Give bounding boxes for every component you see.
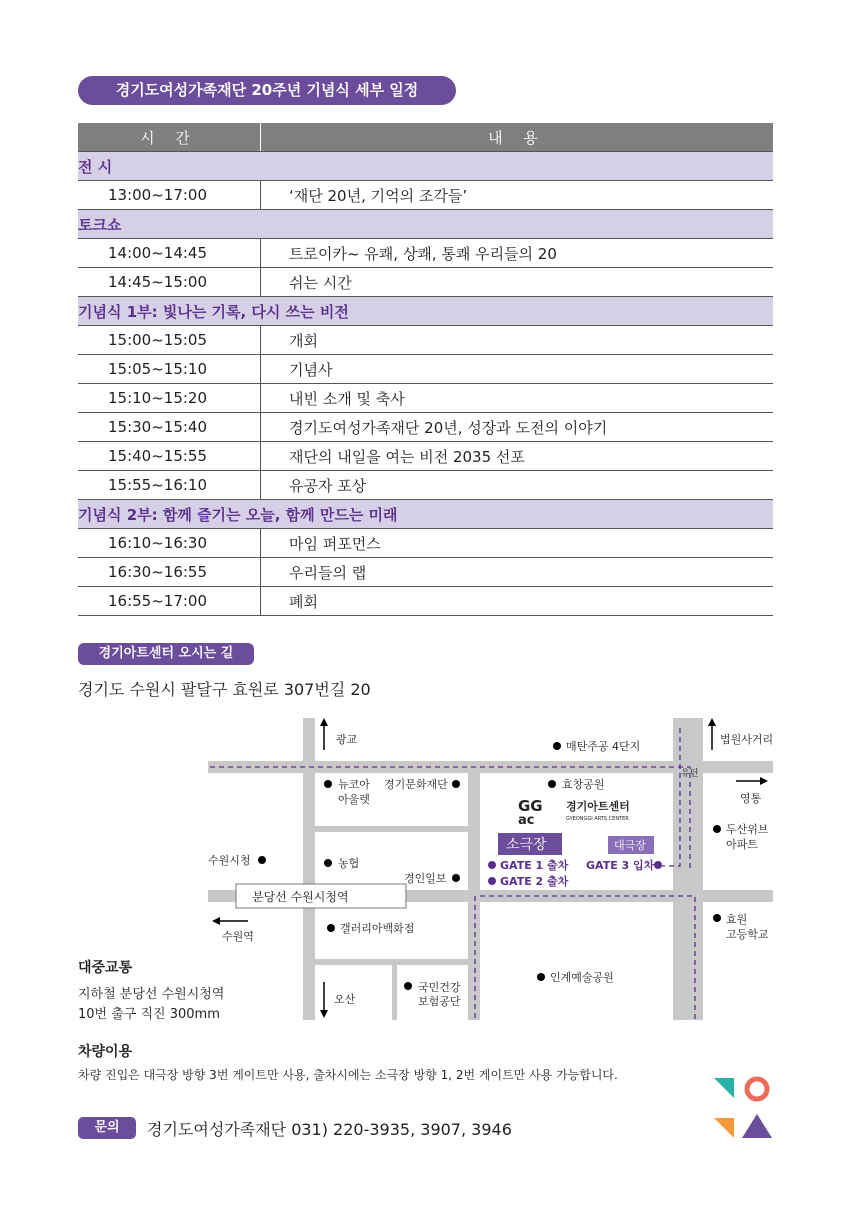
svg-text:GG: GG xyxy=(518,797,543,815)
arrow-up-icon xyxy=(708,718,716,726)
time-cell: 14:45~15:00 xyxy=(78,268,261,297)
schedule-table xyxy=(78,123,773,616)
time-cell: 16:55~17:00 xyxy=(78,587,261,616)
section-title: 전 시 xyxy=(78,152,773,181)
inquiry-label: 문의 xyxy=(78,1117,136,1139)
content-cell: 재단의 내일을 여는 비전 2035 선포 xyxy=(261,442,774,471)
time-cell: 15:05~15:10 xyxy=(78,355,261,384)
section-row xyxy=(78,210,773,239)
map-label-osan: 오산 xyxy=(334,993,356,1006)
arrow-up-icon xyxy=(320,718,328,726)
map-label-gate3: GATE 3 입차 xyxy=(586,859,655,872)
transit-heading: 대중교통 xyxy=(78,960,133,976)
table-row xyxy=(78,558,773,587)
header-time: 시 간 xyxy=(78,123,261,152)
content-cell: 경기도여성가족재단 20년, 성장과 도전의 이야기 xyxy=(261,413,774,442)
section-row xyxy=(78,152,773,181)
map-label-uturn: 유턴 xyxy=(681,769,699,779)
arts-center-logo-icon xyxy=(518,797,543,828)
table-row xyxy=(78,587,773,616)
section-row xyxy=(78,297,773,326)
map-label-outlet: 아울렛 xyxy=(338,793,370,806)
content-cell: 내빈 소개 및 축사 xyxy=(261,384,774,413)
time-cell: 13:00~17:00 xyxy=(78,181,261,210)
table-row xyxy=(78,529,773,558)
table-row xyxy=(78,181,773,210)
map-label-ingye: 인계예술공원 xyxy=(550,971,614,984)
time-cell: 16:30~16:55 xyxy=(78,558,261,587)
map-label-nhis1: 국민건강 xyxy=(418,981,461,994)
road-small-1 xyxy=(315,826,468,832)
map-label-galleria: 갤러리아백화점 xyxy=(340,922,415,935)
map-label-doosan1: 두산위브 xyxy=(726,823,769,836)
content-cell: 트로이카~ 유쾌, 상쾌, 통쾌 우리들의 20 xyxy=(261,239,774,268)
map-label-yeongtong: 영통 xyxy=(740,792,762,805)
table-row xyxy=(78,268,773,297)
section-row xyxy=(78,500,773,529)
table-row xyxy=(78,355,773,384)
schedule-title: 경기도여성가족재단 20주년 기념식 세부 일정 xyxy=(78,76,456,105)
map-label-suwon-city: 수원시청 xyxy=(208,854,251,867)
table-row xyxy=(78,413,773,442)
map-label-ac-en: GYEONGGI ARTS CENTER xyxy=(566,816,629,822)
map-label-gate1: GATE 1 출차 xyxy=(500,859,569,872)
time-cell: 15:55~16:10 xyxy=(78,471,261,500)
table-row xyxy=(78,326,773,355)
table-header-row xyxy=(78,123,773,152)
car-heading: 차량이용 xyxy=(78,1044,133,1060)
road-small-2 xyxy=(315,959,468,965)
map-label-hyowon1: 효원 xyxy=(726,913,748,926)
content-cell: 쉬는 시간 xyxy=(261,268,774,297)
map-label-maetan: 매탄주공 4단지 xyxy=(566,740,641,753)
map-label-beobwon: 법원사거리 xyxy=(720,733,774,746)
content-cell: 우리들의 랩 xyxy=(261,558,774,587)
header-content: 내 용 xyxy=(261,123,774,152)
section-title: 토크쇼 xyxy=(78,210,773,239)
map-label-station: 분당선 수원시청역 xyxy=(252,890,349,904)
section-title: 기념식 2부: 함께 즐기는 오늘, 함께 만드는 미래 xyxy=(78,500,773,529)
inquiry-text: 경기도여성가족재단 031) 220-3935, 3907, 3946 xyxy=(147,1120,512,1139)
foundation-logo-icon xyxy=(712,1076,774,1140)
time-cell: 15:10~15:20 xyxy=(78,384,261,413)
arrow-down-icon xyxy=(320,1010,328,1018)
car-text: 차량 진입은 대극장 방향 3번 게이트만 사용, 출차시에는 소극장 방향 1, 2번 게이트만 사용 가능합니다. xyxy=(78,1068,618,1082)
route-line-3 xyxy=(480,896,695,1020)
address: 경기도 수원시 팔달구 효원로 307번길 20 xyxy=(78,680,371,699)
map-label-gyeongin: 경인일보 xyxy=(404,872,447,885)
time-cell: 15:30~15:40 xyxy=(78,413,261,442)
map-label-gate2: GATE 2 출차 xyxy=(500,875,569,888)
map-label-gwanggyo: 광교 xyxy=(336,733,358,746)
map-label-suwon-stn: 수원역 xyxy=(222,930,254,943)
directions-label: 경기아트센터 오시는 길 xyxy=(78,643,254,665)
table-row xyxy=(78,471,773,500)
content-cell: 마임 퍼포먼스 xyxy=(261,529,774,558)
road-small-3 xyxy=(392,965,397,1020)
map-label-newcore: 뉴코아 xyxy=(338,778,370,791)
content-cell: 유공자 포상 xyxy=(261,471,774,500)
map-label-big-theater: 대극장 xyxy=(614,839,646,852)
table-row xyxy=(78,442,773,471)
time-cell: 15:40~15:55 xyxy=(78,442,261,471)
content-cell: ‘재단 20년, 기억의 조각들’ xyxy=(261,181,774,210)
map-label-nh: 농협 xyxy=(338,857,360,870)
map-label-ggcf: 경기문화재단 xyxy=(384,778,448,791)
section-title: 기념식 1부: 빛나는 기록, 다시 쓰는 비전 xyxy=(78,297,773,326)
content-cell: 폐회 xyxy=(261,587,774,616)
map-label-nhis2: 보험공단 xyxy=(418,995,461,1008)
arrow-left-icon xyxy=(212,917,220,925)
map-label-doosan2: 아파트 xyxy=(726,838,758,851)
table-row xyxy=(78,384,773,413)
map-label-hyowon2: 고등학교 xyxy=(726,928,769,941)
map-label-small-theater: 소극장 xyxy=(506,837,547,853)
content-cell: 개회 xyxy=(261,326,774,355)
time-cell: 15:00~15:05 xyxy=(78,326,261,355)
time-cell: 16:10~16:30 xyxy=(78,529,261,558)
transit-line1: 지하철 분당선 수원시청역 xyxy=(78,987,225,1002)
time-cell: 14:00~14:45 xyxy=(78,239,261,268)
svg-text:ac: ac xyxy=(518,813,535,828)
arrow-right-icon xyxy=(760,777,768,785)
location-map xyxy=(200,718,775,1020)
map-label-ac: 경기아트센터 xyxy=(566,800,630,813)
content-cell: 기념사 xyxy=(261,355,774,384)
transit-line2: 10번 출구 직진 300mm xyxy=(78,1007,220,1022)
map-label-hyochang: 효창공원 xyxy=(562,778,605,791)
table-row xyxy=(78,239,773,268)
